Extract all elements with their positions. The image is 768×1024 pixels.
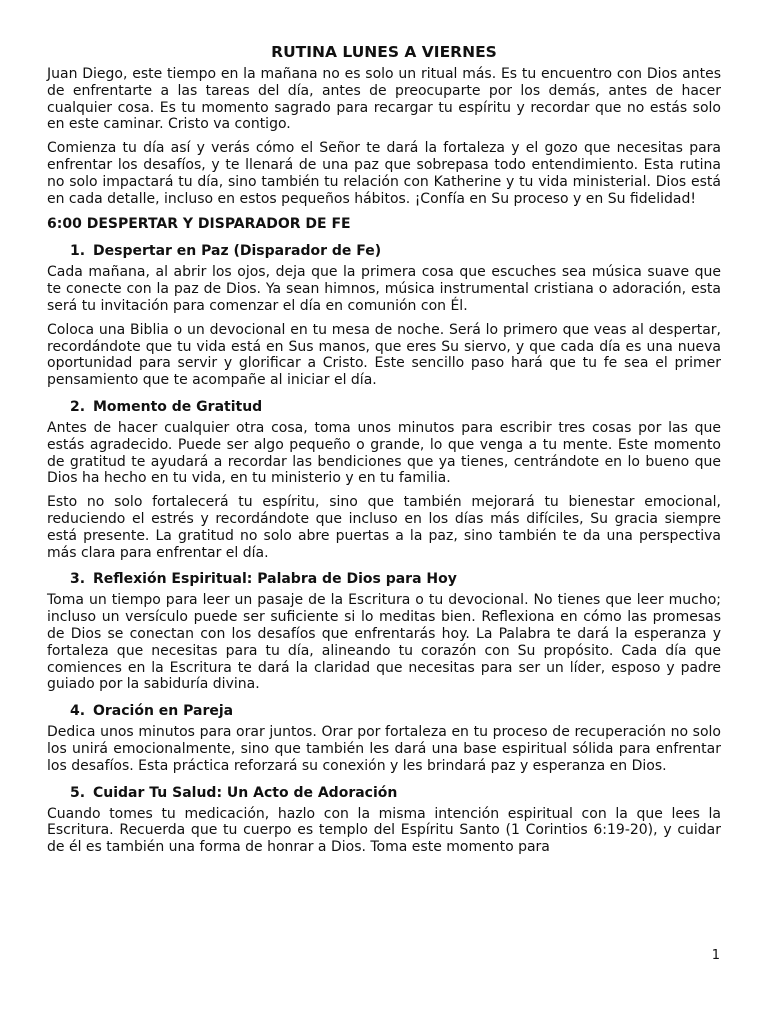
item-number: 1. — [70, 243, 86, 260]
item-heading-text: Despertar en Paz (Disparador de Fe) — [93, 243, 382, 260]
item-paragraph: Coloca una Biblia o un devocional en tu mesa de noche. Será lo primero que veas al despertar, recordándote que tu vida está en Sus manos, que eres Su siervo, y que cada día es una nueva oportunidad para servir y glorificar a Cristo. Este sencillo paso hará que tu fe sea el primer pensamiento que te acompañe al iniciar el día. — [47, 321, 721, 389]
item-number: 4. — [70, 703, 86, 720]
item-number: 2. — [70, 398, 86, 415]
intro-paragraph: Juan Diego, este tiempo en la mañana no es solo un ritual más. Es tu encuentro con Dios antes de enfrentarte a las tareas del día, antes de preocuparte por los demás, antes de hacer cualquier cosa. Es tu momento sagrado para recargar tu espíritu y recordar que no estás solo en este caminar. Cristo va contigo. — [47, 66, 721, 133]
item-heading-text: Reflexión Espiritual: Palabra de Dios para Hoy — [93, 571, 457, 588]
item-heading — [47, 571, 721, 588]
item-heading-text: Cuidar Tu Salud: Un Acto de Adoración — [93, 784, 398, 801]
item-paragraph: Cuando tomes tu medicación, hazlo con la misma intención espiritual con la que lees la Escritura. Recuerda que tu cuerpo es templo del Espíritu Santo (1 Corintios 6:19-20), y cuidar de él es también una forma de honrar a Dios. Toma este momento para — [47, 805, 721, 856]
document-title: RUTINA LUNES A VIERNES — [271, 43, 497, 61]
document-page — [47, 41, 721, 863]
item-heading — [47, 399, 721, 416]
item-number: 3. — [70, 571, 86, 588]
item-paragraph: Cada mañana, al abrir los ojos, deja que la primera cosa que escuches sea música suave que te conecte con la paz de Dios. Ya sean himnos, música instrumental cristiana o adoración, esta será tu invitación para comenzar el día en comunión con Él. — [47, 264, 721, 314]
item-paragraph: Toma un tiempo para leer un pasaje de la Escritura o tu devocional. No tienes que leer mucho; incluso un versículo puede ser suficiente si lo meditas bien. Reflexiona en cómo las promesas de Dios se conectan con los desafíos que enfrentarás hoy. La Palabra te dará la esperanza y fortaleza que necesitas para tu día, alineando tu corazón con Su propósito. Cada día que comiences en la Escritura te dará la claridad que necesitas para ser un líder, esposo y padre guiado por la sabiduría divina. — [47, 592, 721, 693]
item-paragraph: Esto no solo fortalecerá tu espíritu, sino que también mejorará tu bienestar emocional, reduciendo el estrés y recordándote que incluso en los días más difíciles, Su gracia siempre está presente. La gratitud no solo abre puertas a la paz, sino también te da una perspectiva más clara para enfrentar el día. — [47, 494, 721, 561]
item-heading-text: Oración en Pareja — [93, 703, 234, 720]
item-paragraph: Antes de hacer cualquier otra cosa, toma unos minutos para escribir tres cosas por las que estás agradecido. Puede ser algo pequeño o grande, lo que venga a tu mente. Este momento de gratitud te ayudará a recordar las bendiciones que ya tienes, centrándote en lo bueno que Dios ha hecho en tu vida, en tu ministerio y en tu familia. — [47, 419, 721, 487]
item-heading — [47, 785, 721, 802]
item-heading — [47, 243, 721, 260]
intro-paragraph: Comienza tu día así y verás cómo el Señor te dará la fortaleza y el gozo que necesitas para enfrentar los desafíos, y te llenará de una paz que sobrepasa todo entendimiento. Esta rutina no solo impactará tu día, sino también tu relación con Katherine y tu vida ministerial. Dios está en cada detalle, incluso en estos pequeños hábitos. ¡Confía en Su proceso y en Su fidelidad! — [47, 140, 721, 207]
item-heading — [47, 703, 721, 720]
item-heading-text: Momento de Gratitud — [93, 398, 263, 415]
item-paragraph: Dedica unos minutos para orar juntos. Orar por fortaleza en tu proceso de recuperación no solo los unirá emocionalmente, sino que también les dará una base espiritual sólida para enfrentar los desafíos. Esta práctica reforzará su conexión y les brindará paz y esperanza en Dios. — [47, 724, 721, 774]
section-heading: 6:00 DESPERTAR Y DISPARADOR DE FE — [47, 216, 351, 233]
page-number: 1 — [711, 948, 720, 963]
item-number: 5. — [70, 784, 86, 801]
